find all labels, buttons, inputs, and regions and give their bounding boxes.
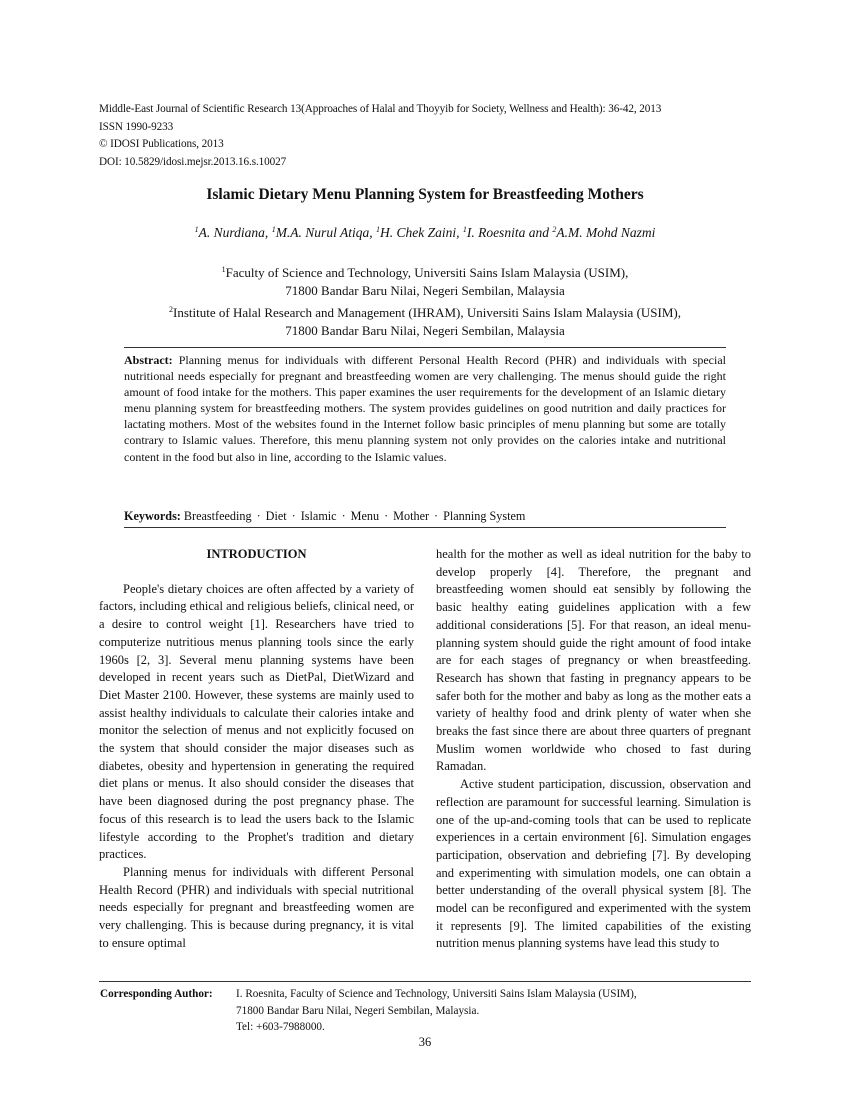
body-column-left [99,546,414,952]
keywords-label: Keywords: [124,509,181,523]
affiliation-1 [0,261,850,282]
author-list [0,225,850,241]
keyword-separator: · [434,509,439,523]
abstract-top-rule [124,347,726,348]
keyword: Islamic [300,509,337,523]
author-name: A. Nurdiana, [198,225,272,240]
keyword: Mother [393,509,430,523]
body-paragraph: Active student participation, discussion, observation and reflection are paramount for successful learning. Simulation is one of the up-and-coming tools that can be used to replicate experiences in a certain environment [6]. Simulation engages participation, observation and debriefing [7]. By developing and experimenting with simulation models, one can obtain a better understanding of the overall physical system [8]. The model can be reconfigured and experimented with the system it represents [9]. The limited capabilities of the existing nutrition menus planning systems have lead this study to [436,777,751,951]
journal-citation: Middle-East Journal of Scientific Research 13(Approaches of Halal and Thoyyib for Society, Wellness and Health): 36-42, 2013 [99,103,662,115]
footnote-rule [99,981,751,982]
paper-title: Islamic Dietary Menu Planning System for Breastfeeding Mothers [206,186,644,203]
affiliation-mark: 2 [169,304,174,314]
affiliation-line: Faculty of Science and Technology, Universiti Sains Islam Malaysia (USIM), [225,265,629,280]
affiliation-mark: 1 [221,265,226,274]
corresponding-author-line: 71800 Bandar Baru Nilai, Negeri Sembilan, Malaysia. [236,1004,480,1017]
keyword-separator: · [256,509,261,523]
body-paragraph: health for the mother as well as ideal nutrition for the baby to develop properly [4]. Therefore, the pregnant and breastfeeding women should eat sensibly by following the basic healthy eating guidelines application with a few additional considerations [5]. For that reason, an ideal menu-planning system should guide the right amount of food intake are for each stages of pregnancy or when breastfeeding. Research has shown that fasting in pregnancy appears to be safer both for the mother and baby as long as the mother eats a variety of healthy food and drink plenty of water when she breaks the fast since there are about three quarters of pregnant Muslim women worldwide who chosed to fast during Ramadan. [436,547,751,774]
author-name: H. Chek Zaini, [379,225,463,240]
keywords [124,509,726,524]
issn: ISSN 1990-9233 [99,120,174,133]
keyword-list [184,509,525,523]
page-number: 36 [418,1035,432,1049]
abstract [124,352,726,465]
affiliation-line: Institute of Halal Research and Management (IHRAM), Universiti Sains Islam Malaysia (USIM), [173,304,681,320]
keyword-separator: · [291,509,296,523]
abstract-text: Planning menus for individuals with different Personal Health Record (PHR) and individuals with special nutritional needs especially for pregnant and breastfeeding women are very challenging. The menus should guide the right amount of food intake for the mothers. This paper examines the user requirements for the development of an Islamic dietary menu planning system for breastfeeding mothers. The system provides guidelines on good nutrition and daily practices for lactating mothers. Most of the websites found in the Internet follow basic principles of menu planning but some are totally contrary to Islamic values. Therefore, this menu planning system not only provides on the calories intake and nutritional content in the food but also in line, according to the Islamic values. [124,353,726,464]
keyword: Breastfeeding [183,509,252,523]
author-name: I. Roesnita and [466,225,553,240]
body-column-right [436,546,751,953]
author-affiliation-mark: 1 [462,225,467,234]
affiliation-2 [0,301,850,322]
journal-header [99,101,759,171]
corresponding-author-details [236,986,637,1036]
author-affiliation-mark: 2 [552,225,557,234]
affiliations [0,261,850,340]
corresponding-author-label: Corresponding Author: [100,988,213,1000]
affiliation-1-address: 71800 Bandar Baru Nilai, Negeri Sembilan, Malaysia [285,283,565,299]
author-name: M.A. Nurul Atiqa, [275,225,376,240]
keyword: Menu [350,509,380,523]
keyword: Diet [265,509,287,523]
keywords-bottom-rule [124,527,726,528]
abstract-label: Abstract: [124,353,173,367]
corresponding-author-line: I. Roesnita, Faculty of Science and Technology, Universiti Sains Islam Malaysia (USIM), [236,988,637,1000]
keyword: Planning System [443,509,526,523]
corresponding-author-line: Tel: +603-7988000. [236,1021,325,1033]
doi: DOI: 10.5829/idosi.mejsr.2013.16.s.10027 [99,155,287,168]
section-heading-introduction: INTRODUCTION [206,547,307,561]
keyword-separator: · [384,509,389,523]
keyword-separator: · [341,509,346,523]
affiliation-2-address: 71800 Bandar Baru Nilai, Negeri Sembilan, Malaysia [285,322,565,338]
author-name: A.M. Mohd Nazmi [556,225,656,240]
author-affiliation-mark: 1 [194,225,199,234]
body-paragraph: Planning menus for individuals with different Personal Health Record (PHR) and individuals with special nutritional needs especially for pregnant and breastfeeding women are very challenging. This is because during pregnancy, it is vital to ensure optimal [99,864,414,950]
author-affiliation-mark: 1 [375,225,380,234]
author-affiliation-mark: 1 [271,225,276,234]
body-paragraph: People's dietary choices are often affected by a variety of factors, including ethical and religious beliefs, clinical need, or a desire to control weight [1]. Researchers have tried to computerize nutritious menus planning tools since the early 1960s [2, 3]. Several menu planning systems have been developed in recent years such as DietPal, DietWizard and Diet Master 2100. However, these systems are mainly used to assist healthy individuals to calculate their calories intake and monitor the selection of menus and not explicitly focused on the system that should consider the major diseases such as diabetes, obesity and hypertension in generating the required diet plans or menus. It also should consider the diseases that have been diagnosed during the post pregnancy phase. The focus of this research is to lead the users back to the Islamic lifestyle according to the Prophet's tradition and dietary practices. [99,581,414,862]
copyright: © IDOSI Publications, 2013 [99,138,224,150]
